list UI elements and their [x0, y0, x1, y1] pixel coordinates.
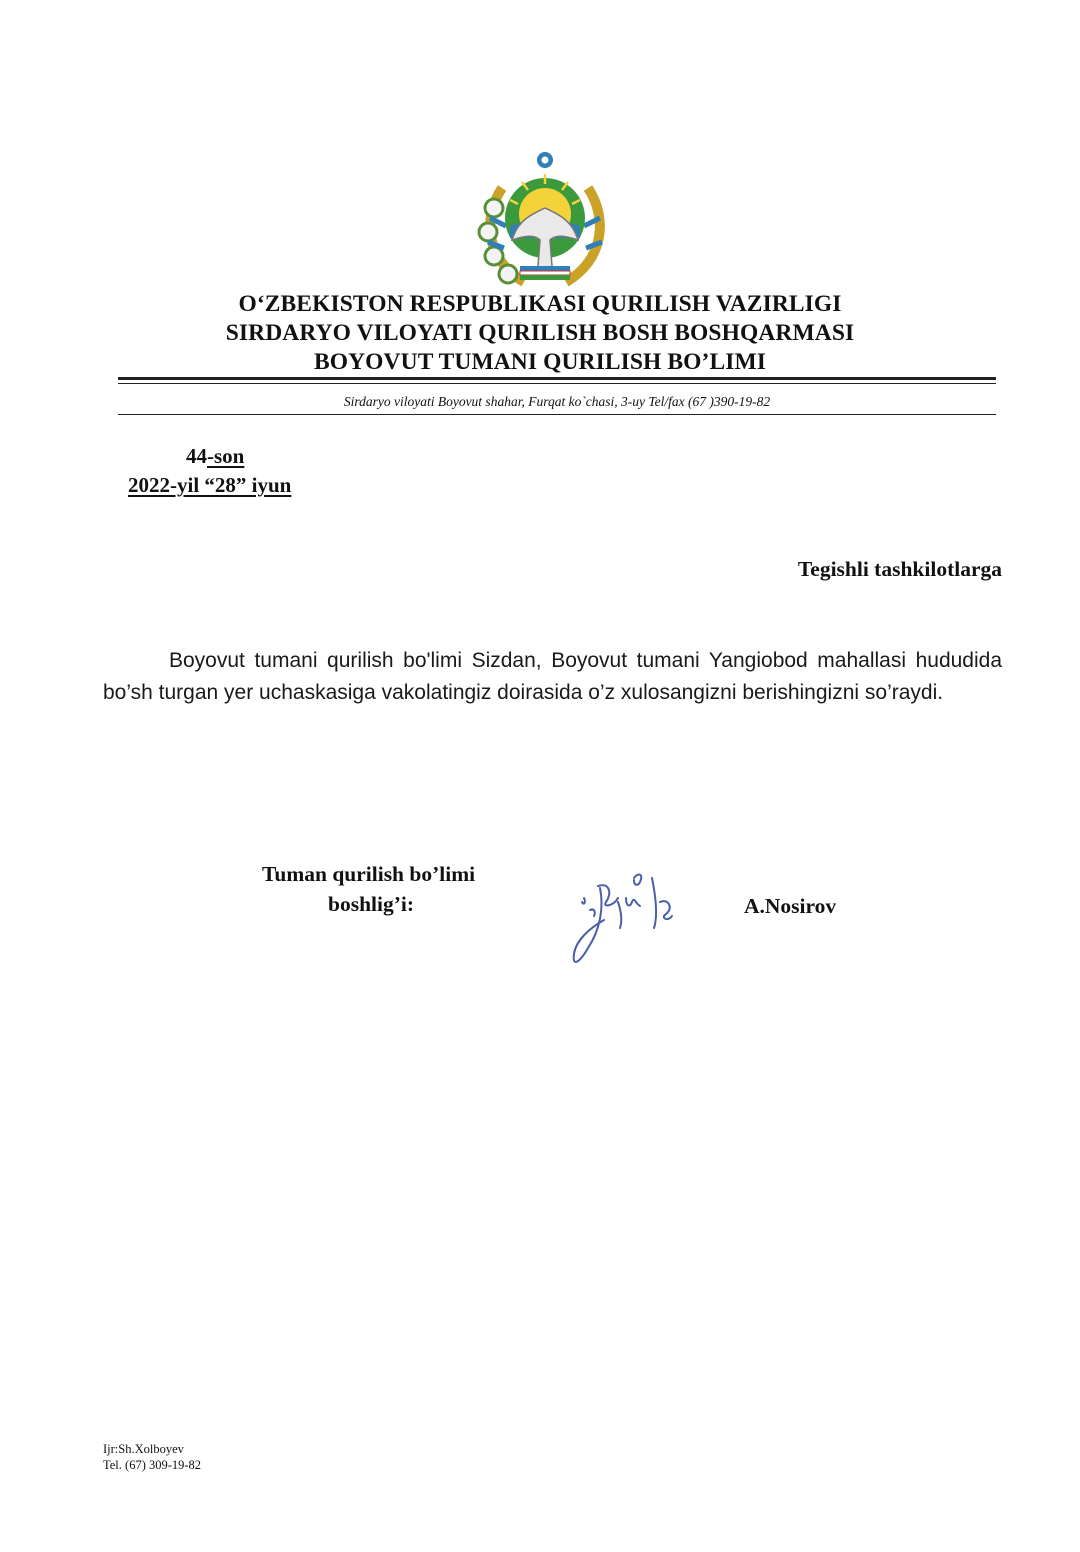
organization-header — [100, 290, 980, 377]
emblem-graphic — [472, 148, 618, 294]
header-line-ministry: O‘ZBEKISTON RESPUBLIKASI QURILISH VAZIRLIGI — [238, 291, 842, 317]
signatory-name: A.Nosirov — [744, 894, 837, 918]
signatory-title-line2: boshlig’i: — [328, 892, 415, 916]
address-rule — [118, 414, 996, 415]
signatory-title-line1: Tuman qurilish bo’limi — [262, 862, 476, 886]
executor-phone: Tel. (67) 309-19-82 — [103, 1458, 202, 1472]
document-number-suffix: -son — [207, 444, 245, 468]
executor-footer — [103, 1441, 201, 1473]
executor-name: Ijr:Sh.Xolboyev — [103, 1442, 184, 1456]
addressee: Tegishli tashkilotlarga — [797, 557, 1002, 581]
handwritten-signature — [560, 858, 690, 978]
state-emblem — [472, 148, 618, 294]
header-line-regional-office: SIRDARYO VILOYATI QURILISH BOSH BOSHQARMASI — [225, 320, 855, 346]
letter-body: Boyovut tumani qurilish bo'limi Sizdan, Boyovut tumani Yangiobod mahallasi hududida bo’sh turgan yer uchaskasiga vakolatingiz doirasida o’z xulosangizni berishingizni so’raydi. — [103, 649, 1002, 704]
header-rule-thick — [118, 377, 996, 380]
signature-graphic — [560, 858, 690, 978]
document-number-value: 44 — [186, 444, 207, 468]
document-date: 2022-yil “28” iyun — [128, 473, 292, 497]
address-line: Sirdaryo viloyati Boyovut shahar, Furqat ko`chasi, 3-uy Tel/fax (67 )390-19-82 — [343, 394, 771, 409]
header-line-district-department: BOYOVUT TUMANI QURILISH BO’LIMI — [313, 349, 767, 375]
document-number — [186, 442, 244, 471]
header-rule-thin — [118, 383, 996, 384]
